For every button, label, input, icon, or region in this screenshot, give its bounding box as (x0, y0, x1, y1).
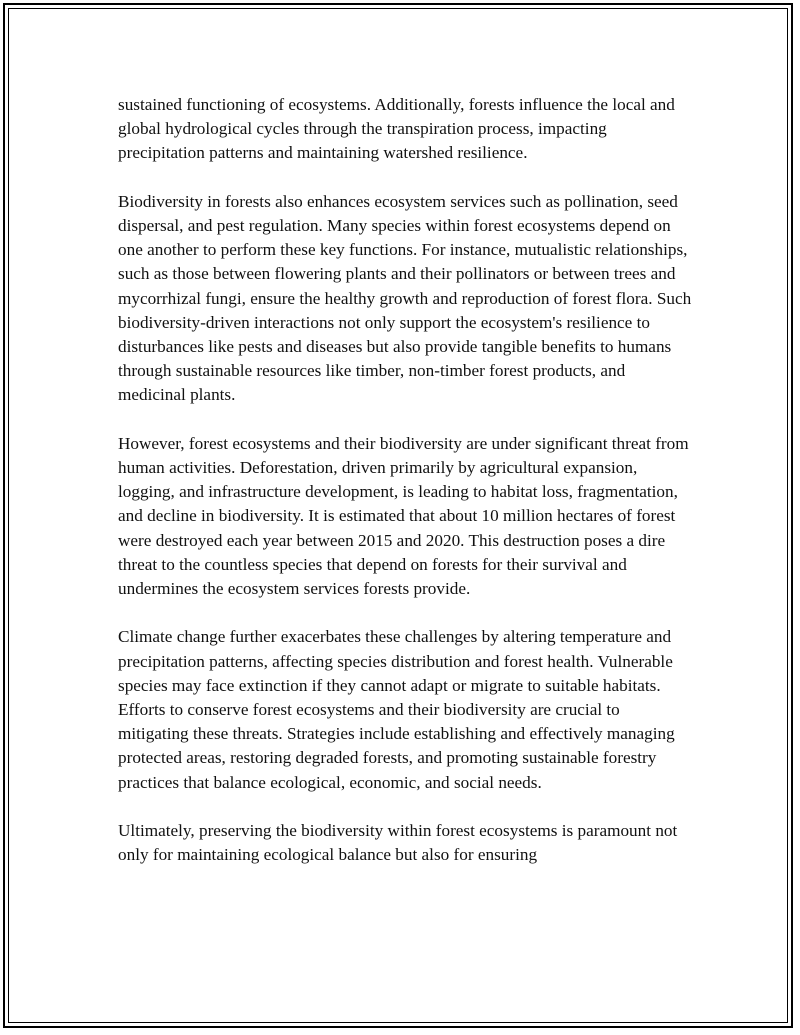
paragraph-human-threats: However, forest ecosystems and their biodiversity are under significant threat from human activities. Deforestation, driven primarily by agricultural expansion, logging, and infrastructure development, is leading to habitat loss, fragmentation, and decline in biodiversity. It is estimated that about 10 million hectares of forest were destroyed each year between 2015 and 2020. This destruction poses a dire threat to the countless species that depend on forests for their survival and undermines the ecosystem services forests provide. (118, 433, 689, 599)
document-body (118, 93, 693, 892)
paragraph-conclusion: Ultimately, preserving the biodiversity within forest ecosystems is paramount not only for maintaining ecological balance but also for ensuring (118, 821, 678, 865)
paragraph-climate-change: Climate change further exacerbates these challenges by altering temperature and precipitation patterns, affecting species distribution and forest health. Vulnerable species may face extinction if they cannot adapt or migrate to suitable habitats. Efforts to conserve forest ecosystems and their biodiversity are crucial to mitigating these threats. Strategies include establishing and effectively managing protected areas, restoring degraded forests, and promoting sustainable forestry practices that balance ecological, economic, and social needs. (118, 627, 675, 792)
paragraph-hydrology: sustained functioning of ecosystems. Additionally, forests influence the local and global hydrological cycles through the transpiration process, impacting precipitation patterns and maintaining watershed resilience. (118, 95, 675, 163)
paragraph-ecosystem-services: Biodiversity in forests also enhances ecosystem services such as pollination, seed dispersal, and pest regulation. Many species within forest ecosystems depend on one another to perform these key functions. For instance, mutualistic relationships, such as those between flowering plants and their pollinators or between trees and mycorrhizal fungi, ensure the healthy growth and reproduction of forest flora. Such biodiversity-driven interactions not only support the ecosystem's resilience to disturbances like pests and diseases but also provide tangible benefits to humans through sustainable resources like timber, non-timber forest products, and medicinal plants. (118, 191, 692, 405)
